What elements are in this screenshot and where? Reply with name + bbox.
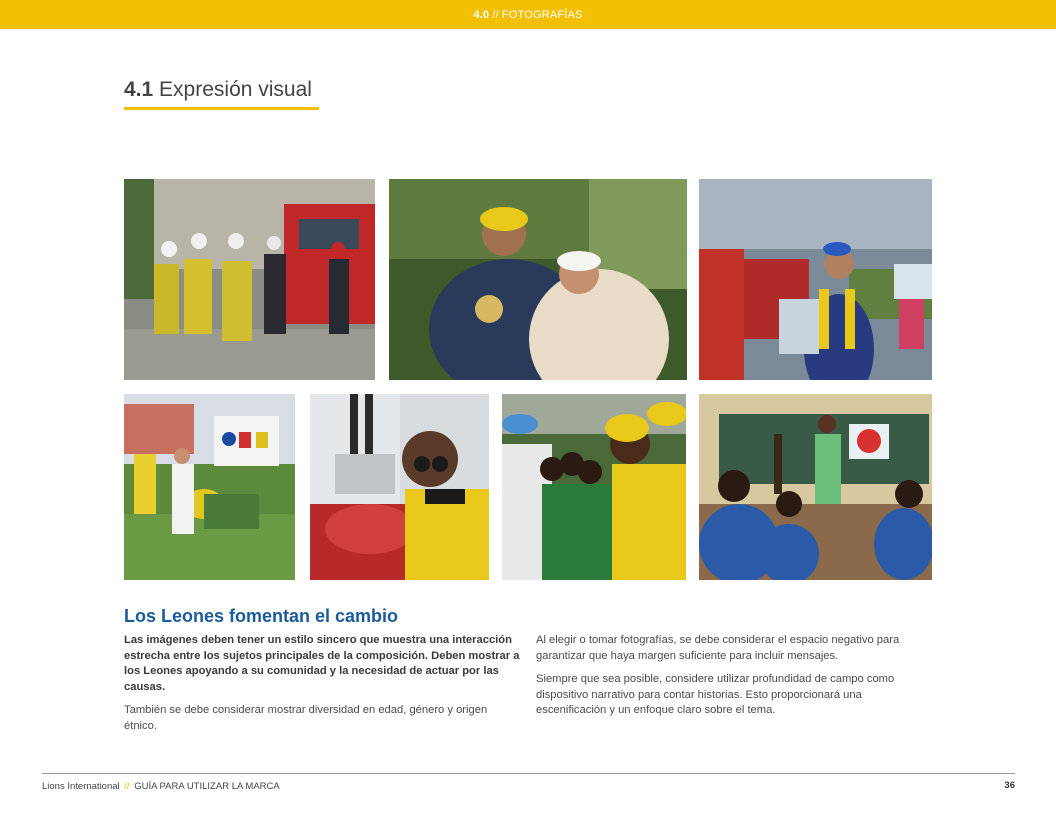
right-paragraph-2: Siempre que sea posible, considere utilizar profundidad de campo como dispositivo narrativo para contar historias. Esto proporcionará una escenificación y un enfoque claro sobre el tema. [536,673,895,716]
section-title: FOTOGRAFÍAS [501,8,583,21]
left-bold-paragraph: Las imágenes deben tener un estilo sincero que muestra una interacción estrecha entre los sujetos principales de la composición. Deben mostrar a los Leones apoyando a su comunidad y la necesidad de actuar por las causas. [124,634,520,693]
section-separator: // [492,8,499,21]
footer-guide-name [42,781,280,792]
footer-separator: // [124,781,130,792]
photo-woman-handing-water [699,179,932,380]
photo-classroom-teacher [699,394,932,580]
left-regular-paragraph: También se debe considerar mostrar diversidad en edad, género y origen étnico. [124,704,488,732]
photo-child-eye-exam [310,394,489,580]
right-column [536,633,932,727]
section-number: 4.0 [473,8,490,21]
footer-guide: GUÍA PARA UTILIZAR LA MARCA [134,781,280,792]
footer-divider [42,773,1015,774]
title-underline [124,107,319,110]
photo-lion-yellow-cap-elderly-man [389,179,687,380]
photo-volunteers-wheelbarrow [124,394,295,580]
page-title-number: 4.1 [124,78,154,101]
photo-icon [502,394,686,580]
photo-icon [699,179,932,380]
left-column [124,633,520,742]
footer-org: Lions International [42,781,120,792]
section-header-bar [0,0,1056,29]
page-title [124,78,312,102]
section-subheading: Los Leones fomentan el cambio [124,606,399,626]
photo-icon [699,394,932,580]
photo-firefighters-lions-vests [124,179,375,380]
photo-icon [389,179,687,380]
photo-lion-with-children [502,394,686,580]
right-paragraph-1: Al elegir o tomar fotografías, se debe considerar el espacio negativo para garantizar que haya margen suficiente para incluir mensajes. [536,634,900,662]
photo-icon [124,179,375,380]
page-title-text: Expresión visual [159,78,312,101]
page-number: 36 [1004,780,1015,791]
photo-icon [310,394,489,580]
photo-icon [124,394,295,580]
